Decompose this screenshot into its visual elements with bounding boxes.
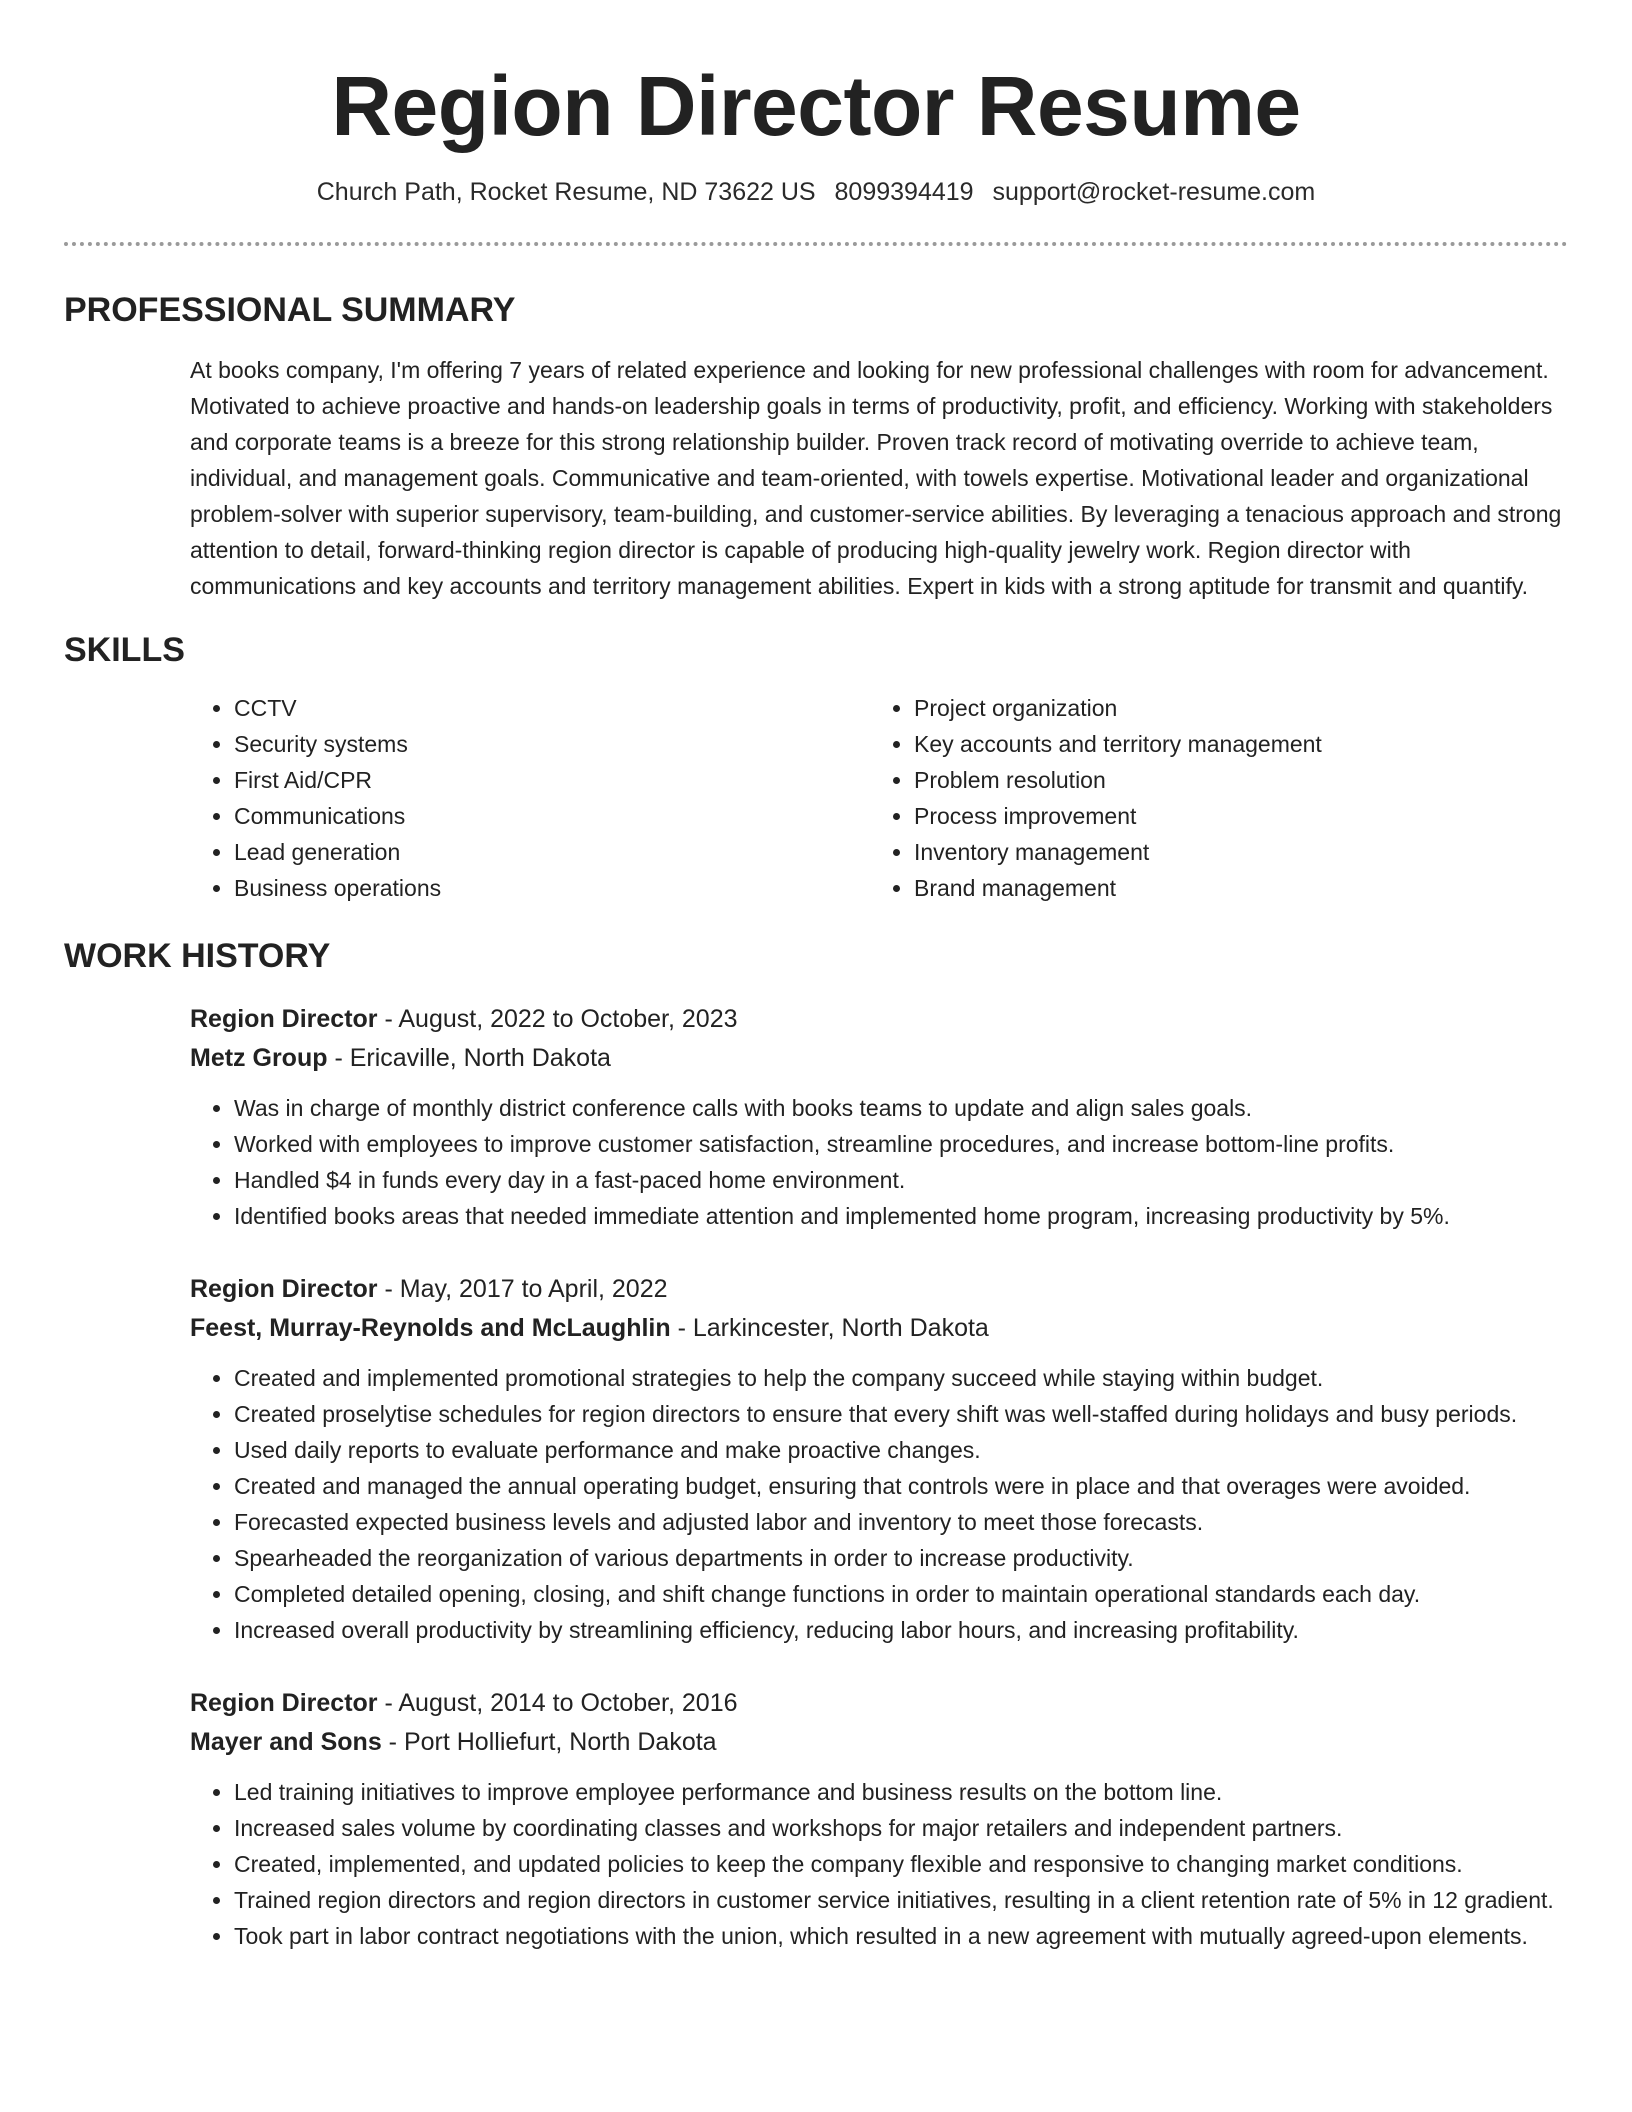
job-bullet: • Created proselytise schedules for region directors to ensure that every shift was well-staffed during holidays and busy periods.	[234, 1396, 1568, 1432]
skill-item: • Process improvement	[914, 798, 1550, 834]
job-entry	[190, 1270, 1568, 1648]
job-location: - Ericaville, North Dakota	[327, 1044, 611, 1072]
skills-section	[64, 628, 1568, 906]
contact-email: support@rocket-resume.com	[992, 178, 1316, 206]
job-company-line	[190, 1038, 1568, 1078]
job-bullets	[190, 1774, 1568, 1954]
job-bullets	[190, 1360, 1568, 1648]
job-title-line	[190, 1270, 1568, 1308]
resume-header	[64, 0, 1568, 208]
skills-columns	[190, 690, 1568, 906]
skill-item: • Inventory management	[914, 834, 1550, 870]
job-title-line	[190, 1000, 1568, 1038]
job-location: - Larkincester, North Dakota	[670, 1314, 989, 1342]
job-bullets	[190, 1090, 1568, 1234]
job-bullet: • Was in charge of monthly district conference calls with books teams to update and align sales goals.	[234, 1090, 1568, 1126]
skill-item: • Security systems	[234, 726, 870, 762]
skill-item: • Brand management	[914, 870, 1550, 906]
job-dates: - May, 2017 to April, 2022	[377, 1275, 668, 1303]
summary-text: At books company, I'm offering 7 years of related experience and looking for new professional challenges with room for advancement. Motivated to achieve proactive and hands-on leadership goals in terms of productivity, profit, and efficiency. Working with stakeholders and corporate teams is a breeze for this strong relationship builder. Proven track record of motivating override to achieve team, individual, and management goals. Communicative and team-oriented, with towels expertise. Motivational leader and organizational problem-solver with superior supervisory, team-building, and customer-service abilities. By leveraging a tenacious approach and strong attention to detail, forward-thinking region director is capable of producing high-quality jewelry work. Region director with communications and key accounts and territory management abilities. Expert in kids with a strong aptitude for transmit and quantify.	[190, 357, 1562, 599]
summary-section	[64, 288, 1568, 604]
job-entry	[190, 1684, 1568, 1954]
skill-item: • Lead generation	[234, 834, 870, 870]
contact-line	[64, 176, 1568, 208]
job-bullet: • Increased overall productivity by streamlining efficiency, reducing labor hours, and increasing profitability.	[234, 1612, 1568, 1648]
job-bullet: • Took part in labor contract negotiations with the union, which resulted in a new agreement with mutually agreed-upon elements.	[234, 1918, 1568, 1954]
skill-item: • First Aid/CPR	[234, 762, 870, 798]
job-entry	[190, 1000, 1568, 1234]
job-bullet: • Created and implemented promotional strategies to help the company succeed while staying within budget.	[234, 1360, 1568, 1396]
skills-left-list	[190, 690, 870, 906]
job-bullet: • Increased sales volume by coordinating classes and workshops for major retailers and independent partners.	[234, 1810, 1568, 1846]
job-bullet: • Created, implemented, and updated policies to keep the company flexible and responsive to changing market conditions.	[234, 1846, 1568, 1882]
job-bullet: • Forecasted expected business levels and adjusted labor and inventory to meet those forecasts.	[234, 1504, 1568, 1540]
job-bullet: • Trained region directors and region directors in customer service initiatives, resulting in a client retention rate of 5% in 12 gradient.	[234, 1882, 1568, 1918]
job-company: Feest, Murray-Reynolds and McLaughlin	[190, 1314, 671, 1342]
job-company-line	[190, 1722, 1568, 1762]
job-title: Region Director	[190, 1005, 378, 1033]
skill-item: • CCTV	[234, 690, 870, 726]
job-bullet: • Used daily reports to evaluate performance and make proactive changes.	[234, 1432, 1568, 1468]
job-bullet: • Worked with employees to improve customer satisfaction, streamline procedures, and increase bottom-line profits.	[234, 1126, 1568, 1162]
job-location: - Port Holliefurt, North Dakota	[381, 1728, 717, 1756]
skills-right-list	[870, 690, 1550, 906]
skill-item: • Problem resolution	[914, 762, 1550, 798]
job-company: Metz Group	[190, 1044, 328, 1072]
job-title-line	[190, 1684, 1568, 1722]
job-bullet: • Handled $4 in funds every day in a fast-paced home environment.	[234, 1162, 1568, 1198]
job-bullet: • Created and managed the annual operating budget, ensuring that controls were in place and that overages were avoided.	[234, 1468, 1568, 1504]
summary-heading: PROFESSIONAL SUMMARY	[64, 291, 516, 329]
skills-heading: SKILLS	[64, 631, 185, 669]
skill-item: • Business operations	[234, 870, 870, 906]
skill-item: • Key accounts and territory management	[914, 726, 1550, 762]
job-company: Mayer and Sons	[190, 1728, 382, 1756]
job-dates: - August, 2014 to October, 2016	[377, 1689, 738, 1717]
job-company-line	[190, 1308, 1568, 1348]
job-title: Region Director	[190, 1689, 378, 1717]
job-bullet: • Identified books areas that needed immediate attention and implemented home program, increasing productivity by 5%.	[234, 1198, 1568, 1234]
job-bullet: • Led training initiatives to improve employee performance and business results on the bottom line.	[234, 1774, 1568, 1810]
contact-phone: 8099394419	[834, 178, 974, 206]
job-dates: - August, 2022 to October, 2023	[377, 1005, 738, 1033]
job-title: Region Director	[190, 1275, 378, 1303]
skill-item: • Project organization	[914, 690, 1550, 726]
work-history-heading: WORK HISTORY	[64, 937, 331, 975]
resume-title: Region Director Resume	[331, 59, 1301, 153]
job-bullet: • Completed detailed opening, closing, and shift change functions in order to maintain operational standards each day.	[234, 1576, 1568, 1612]
job-bullet: • Spearheaded the reorganization of various departments in order to increase productivity.	[234, 1540, 1568, 1576]
skill-item: • Communications	[234, 798, 870, 834]
header-divider	[64, 242, 1568, 246]
work-history-section	[64, 934, 1568, 1954]
contact-address: Church Path, Rocket Resume, ND 73622 US	[316, 178, 816, 206]
